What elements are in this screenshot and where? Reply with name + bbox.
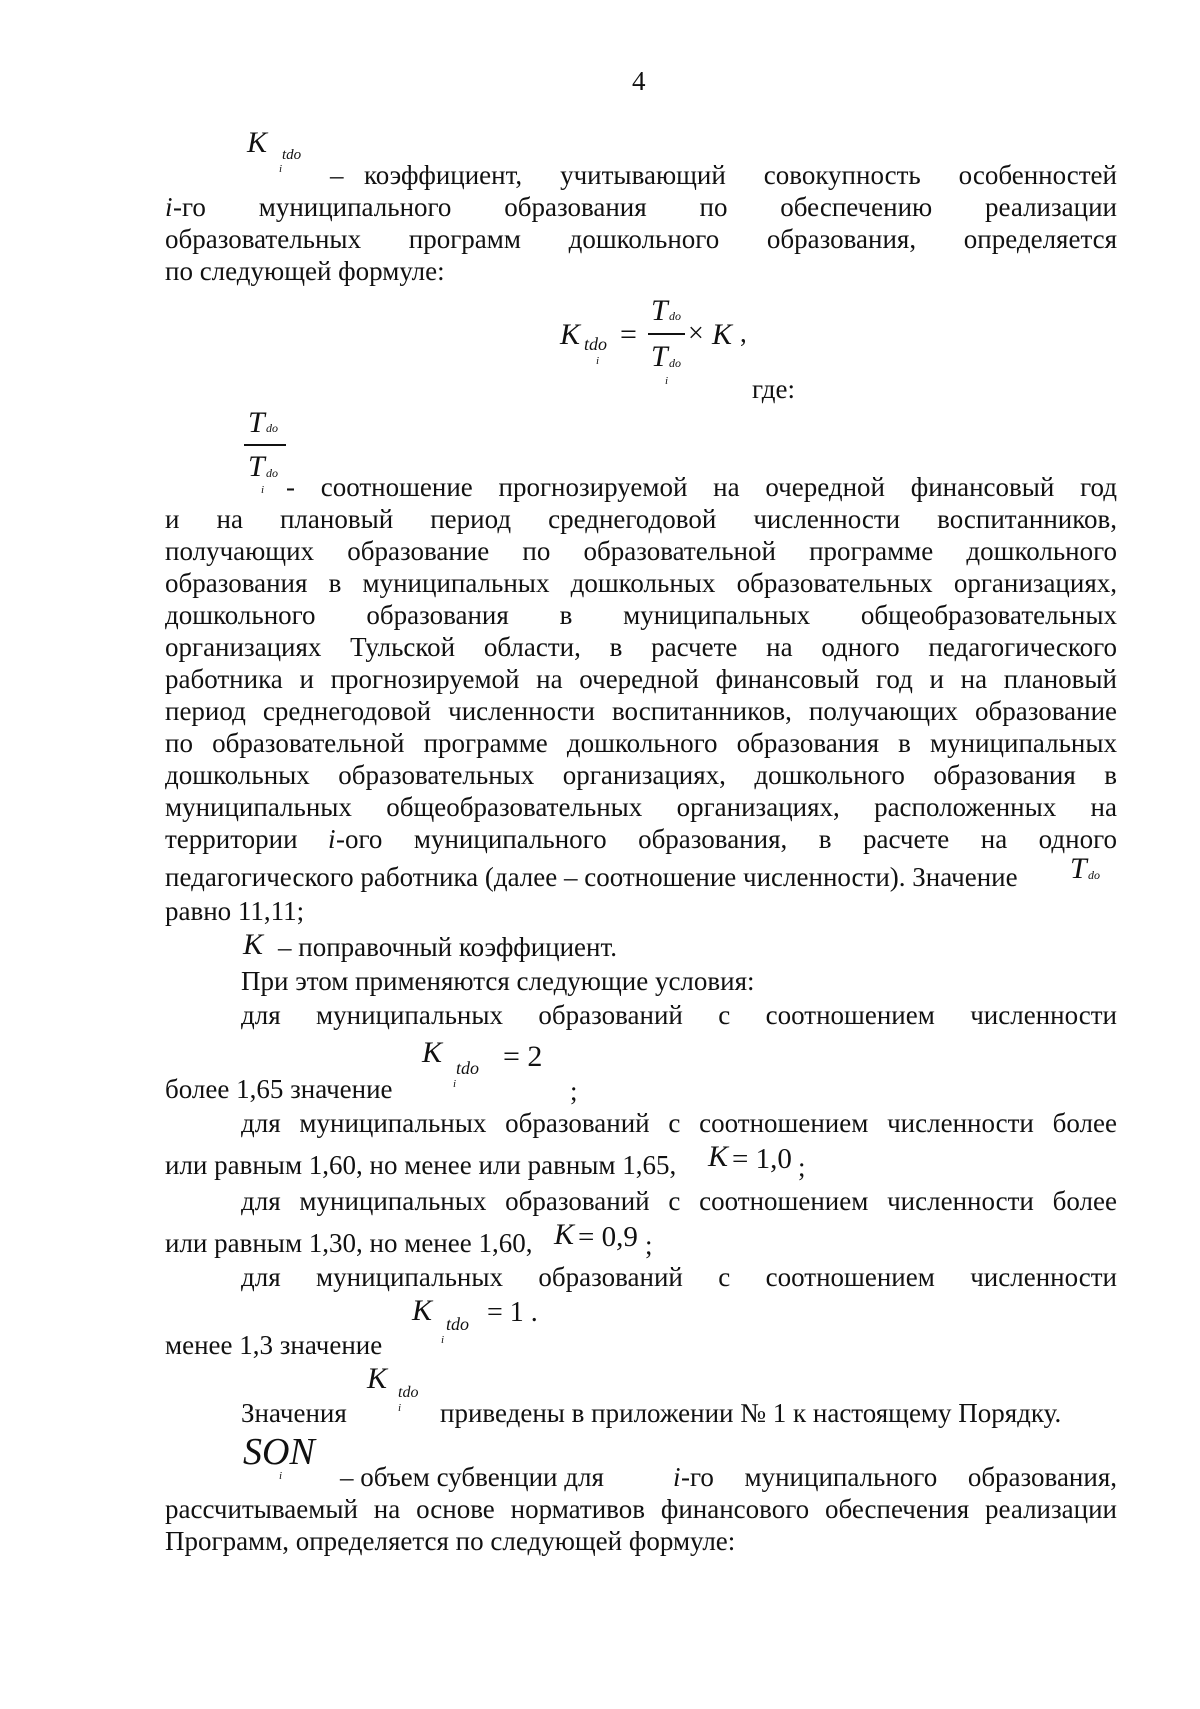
formula-denominator-i: i [665,375,669,387]
formula-denominator-do: do [669,356,681,370]
son-line-2: рассчитываемый на основе нормативов финансового обеспечения реализации [165,1494,1117,1524]
condition-1-line-1: для муниципальных образований с соотношением численности [241,1000,1117,1030]
formula-k-i: i [596,355,600,367]
condition-3-line-1: для муниципальных образований с соотношением численности более [241,1186,1117,1216]
formula-denominator-t: T [651,340,668,373]
condition-1-tdo: tdo [456,1058,480,1078]
value-t: T [1070,852,1087,885]
formula-comma: , [740,318,747,348]
ratio-denominator-t: T [248,450,265,483]
ratio-def-line-3: получающих образование по образовательной программе дошкольного [165,536,1117,566]
son-i-var: i [673,1462,681,1492]
k-tdo-symbol [247,126,267,160]
symbol-k: K [247,126,268,159]
definition-line-4: по следующей формуле: [165,256,445,286]
ratio-fraction-line [244,444,286,446]
ratio-def-line-7: работника и прогнозируемой на очередной финансовый год и на плановый [165,664,1117,694]
definition-line-3: образовательных программ дошкольного образования, определяется [165,224,1117,254]
ratio-denominator-i: i [261,484,265,496]
condition-3-end: ; [645,1230,653,1260]
equal-value-line: равно 11,11; [165,896,305,926]
values-k: K [367,1362,388,1395]
i-subscript: i [279,163,283,175]
conditions-intro: При этом применяются следующие условия: [241,966,755,996]
formula-k-factor: K [712,318,733,351]
values-word: Значения [241,1398,347,1428]
definition-dash: – [330,160,344,190]
condition-4-value: = 1 . [487,1297,538,1328]
values-i: i [398,1402,402,1414]
son-i: i [279,1470,283,1482]
condition-4-tdo: tdo [446,1314,470,1334]
definition-line-2: -го муниципального образования по обеспечению реализации [173,192,1117,222]
definition-line-1: коэффициент, учитывающий совокупность особенностей [364,160,1117,190]
ratio-def-line-9: по образовательной программе дошкольного образования в муниципальных [165,728,1117,758]
condition-2-k: K [708,1140,729,1173]
ratio-numerator-t: T [248,406,265,439]
ratio-def-line-2: и на плановый период среднегодовой численности воспитанников, [165,504,1117,534]
tdo-subscript: tdo [282,147,302,163]
condition-2-line-1: для муниципальных образований с соотношением численности более [241,1108,1117,1138]
son-symbol: SON [243,1431,315,1473]
condition-1-value: = 2 [503,1040,543,1073]
condition-2-end: ; [798,1152,806,1182]
page-number: 4 [632,66,646,96]
territory-word: территории [165,824,298,854]
formula-numerator-do: do [669,309,681,323]
condition-3-value: = 0,9 [578,1221,638,1253]
ratio-def-line-4: образования в муниципальных дошкольных образовательных организациях, [165,568,1117,598]
condition-1-end: ; [570,1076,578,1106]
condition-4-k: K [412,1294,433,1327]
value-t-do: do [1088,868,1100,882]
condition-2-value: = 1,0 [732,1143,792,1175]
condition-1-i: i [453,1078,457,1090]
k-correction-symbol: K [243,928,264,961]
condition-3-line-2: или равным 1,30, но менее 1,60, [165,1228,533,1258]
son-line-1: – объем субвенции для [340,1462,604,1492]
condition-2-line-2: или равным 1,60, но менее или равным 1,65, [165,1150,677,1180]
ratio-def-line-10: дошкольных образовательных организациях, дошкольного образования в [165,760,1117,790]
i-variable: i [165,192,173,222]
formula-numerator-t: T [651,294,668,327]
son-line-1-rest: -го муниципального образования, [681,1462,1117,1492]
ratio-def-line-8: период среднегодовой численности воспитанников, получающих образование [165,696,1117,726]
condition-4-line-2: менее 1,3 значение [165,1330,383,1360]
ratio-numerator-do: do [266,421,278,435]
formula-times: × [688,318,704,349]
condition-3-k: K [554,1218,575,1251]
formula-where: где: [752,374,795,404]
pedagogical-line: педагогического работника (далее – соотношение численности). Значение [165,862,1018,892]
ratio-def-line-6: организациях Тульской области, в расчете на одного педагогического [165,632,1117,662]
condition-1-line-2: более 1,65 значение [165,1074,393,1104]
formula-equals: = [620,318,637,351]
k-correction-desc: – поправочный коэффициент. [278,932,618,962]
ratio-def-line-1: - соотношение прогнозируемой на очередной финансовый год [286,472,1117,502]
ratio-def-line-11: муниципальных общеобразовательных организациях, расположенных на [165,792,1117,822]
formula-k: K [560,318,581,351]
territory-i: i [328,824,336,854]
territory-rest: -ого муниципального образования, в расчете на одного [336,824,1117,854]
condition-4-i: i [441,1334,445,1346]
son-line-3: Программ, определяется по следующей формуле: [165,1526,736,1556]
ratio-def-line-5: дошкольного образования в муниципальных общеобразовательных [165,600,1117,630]
condition-4-line-1: для муниципальных образований с соотношением численности [241,1262,1117,1292]
formula-k-sub: tdo [584,334,608,354]
values-rest: приведены в приложении № 1 к настоящему Порядку. [440,1398,1062,1428]
ratio-denominator-do: do [266,466,278,480]
condition-1-k: K [422,1036,443,1069]
values-tdo: tdo [398,1384,419,1401]
formula-fraction-line [648,333,685,335]
